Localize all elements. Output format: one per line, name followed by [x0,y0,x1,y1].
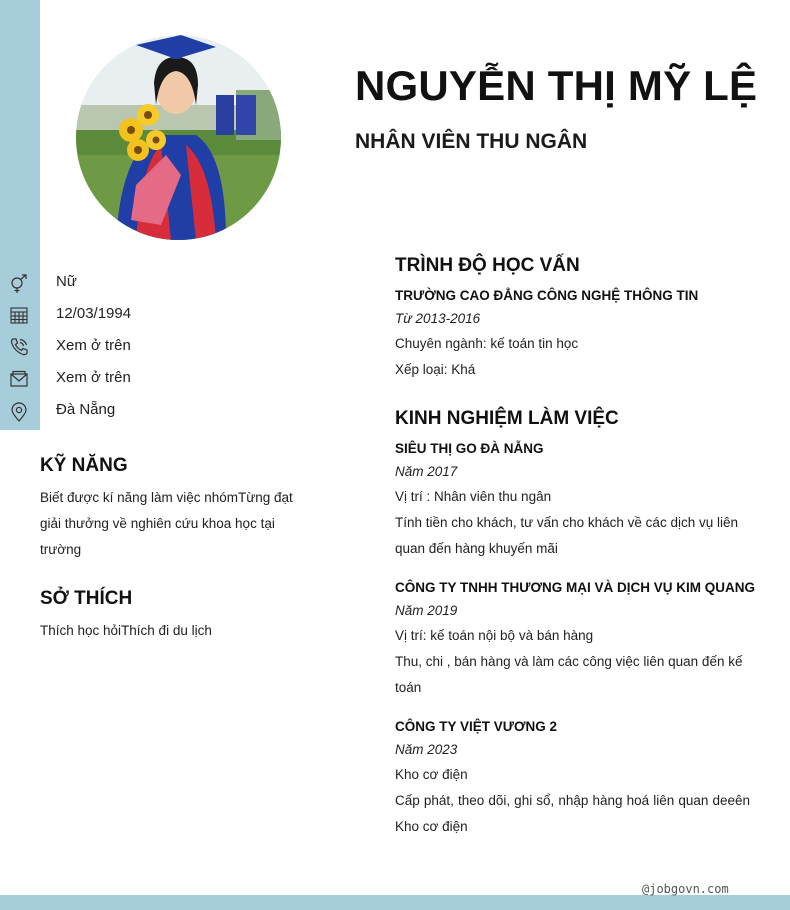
candidate-job-title: NHÂN VIÊN THU NGÂN [355,130,588,153]
address-value: Đà Nẵng [56,401,116,418]
skills-text: Biết được kí năng làm việc nhómTừng đạt giải thưởng về nghiên cứu khoa học tại trường [40,490,293,557]
experience-heading: KINH NGHIỆM LÀM VIỆC [395,408,619,429]
job-year: Năm 2019 [395,603,458,618]
education-heading: TRÌNH ĐỘ HỌC VẤN [395,255,580,276]
gender-value: Nữ [56,273,77,290]
gender-icon [9,274,29,294]
job-year: Năm 2017 [395,464,458,479]
footer-accent-bar [0,895,790,910]
job-position: Vị trí : Nhân viên thu ngân [395,489,552,504]
hobbies-text: Thích học hỏiThích đi du lịch [40,623,212,638]
education-major: Chuyên ngành: kế toán tin học [395,336,579,351]
location-pin-icon [9,402,29,422]
email-value: Xem ở trên [56,369,131,386]
hobbies-heading: SỞ THÍCH [40,588,133,609]
job-description: Tính tiền cho khách, tư vấn cho khách về các dịch vụ liên quan đến hàng khuyến mãi [395,515,738,556]
job-company: CÔNG TY VIỆT VƯƠNG 2 [395,719,557,734]
profile-photo [76,35,281,240]
education-rank: Xếp loại: Khá [395,362,476,377]
job-description: Thu, chi , bán hàng và làm các công việc liên quan đến kế toán [395,654,743,695]
sidebar-accent-bar [0,0,40,430]
phone-value: Xem ở trên [56,337,131,354]
calendar-icon [9,305,29,325]
candidate-name: NGUYỄN THỊ MỸ LỆ [355,62,758,109]
job-position: Kho cơ điện [395,767,468,782]
job-company: SIÊU THỊ GO ĐÀ NẴNG [395,441,544,456]
education-period: Từ 2013-2016 [395,311,481,326]
skills-heading: KỸ NĂNG [40,455,128,476]
job-year: Năm 2023 [395,742,458,757]
mail-icon [9,369,29,389]
job-description: Cấp phát, theo dõi, ghi sổ, nhập hàng hoá liên quan deeên Kho cơ điện [395,793,750,834]
watermark-text: @jobgovn.com [642,882,729,896]
job-company: CÔNG TY TNHH THƯƠNG MẠI VÀ DỊCH VỤ KIM QUANG [395,580,755,595]
job-position: Vị trí: kế toán nội bộ và bán hàng [395,628,594,643]
education-school: TRƯỜNG CAO ĐẲNG CÔNG NGHỆ THÔNG TIN [395,288,699,303]
phone-icon [9,337,29,357]
birthday-value: 12/03/1994 [56,305,132,322]
